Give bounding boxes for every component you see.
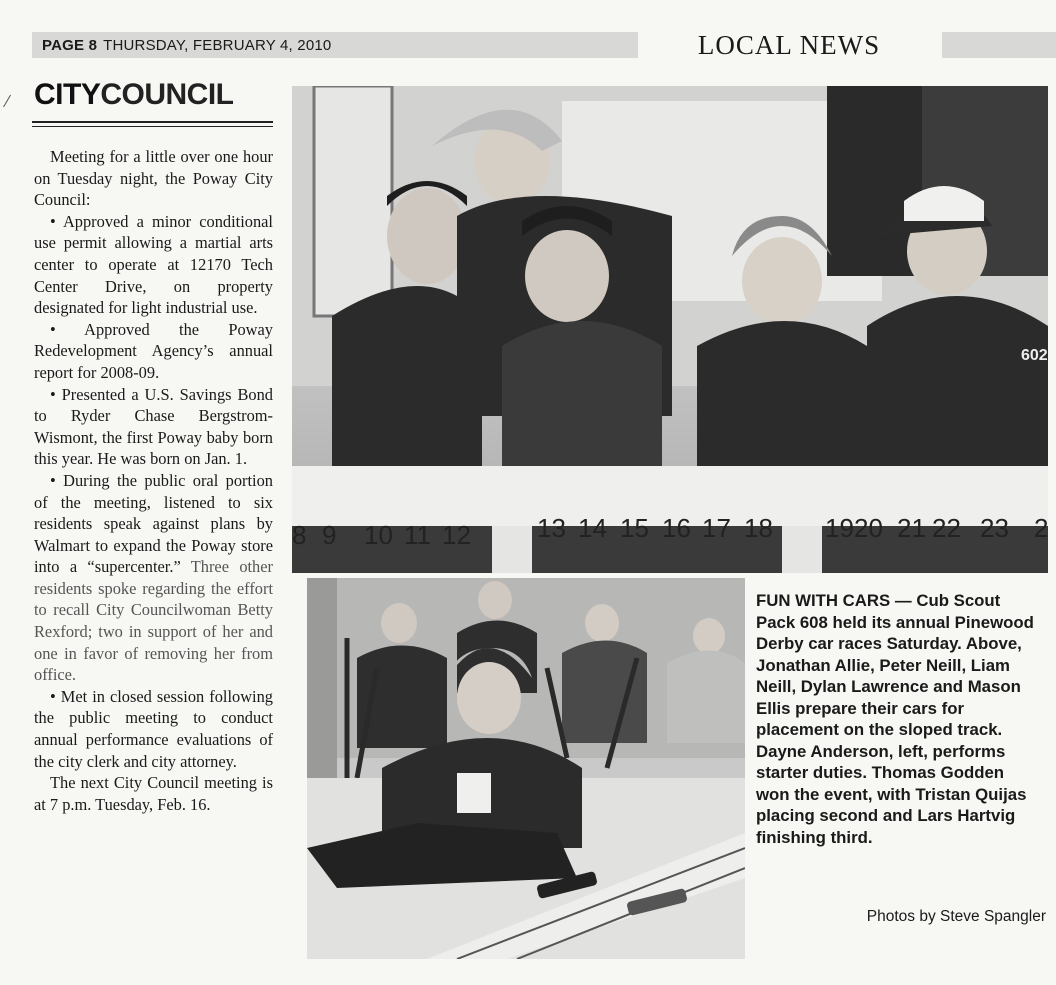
track-number: 16 (662, 513, 691, 543)
margin-mark (3, 95, 18, 112)
photo-credit: Photos by Steve Spangler (866, 908, 1046, 925)
track-number: 23 (980, 513, 1009, 543)
article-paragraph: Meeting for a little over one hour on Tuesday night, the Poway City Council: (34, 147, 273, 210)
kicker-council: COUNCIL (100, 78, 234, 111)
track-number: 2 (1034, 513, 1048, 543)
article-text: Three other residents spoke regarding the effort to recall City Councilwoman Betty Rexford; two in support of her and one in favor of removing her from office. (34, 557, 273, 685)
article-paragraph (34, 470, 273, 686)
kicker-rule (32, 121, 273, 123)
photo-scouts-track-image (292, 86, 1048, 573)
track-number: 17 (702, 513, 731, 543)
section-title: LOCAL NEWS (638, 26, 940, 64)
track-number: 15 (620, 513, 649, 543)
article-paragraph: • Approved a minor conditional use permit allowing a martial arts center to operate at 12170 Tech Center Drive, on property designated for light industrial use. (34, 211, 273, 318)
track-number: 10 (364, 520, 393, 550)
track-number: 21 (897, 513, 926, 543)
track-number: 22 (932, 513, 961, 543)
jersey-number: 602 (1021, 347, 1048, 364)
kicker-city: CITY (34, 78, 101, 111)
photo-scouts-track (292, 86, 1048, 573)
page-header-bar (32, 32, 638, 58)
article-kicker (34, 80, 234, 110)
article-paragraph: • Approved the Poway Redevelopment Agency’s annual report for 2008-09. (34, 319, 273, 382)
track-number: 9 (322, 520, 337, 550)
track-number: 12 (442, 520, 471, 550)
track-number: 20 (854, 513, 883, 543)
photo-starter-scout-image (307, 578, 745, 959)
article-paragraph: • Presented a U.S. Savings Bond to Ryder Chase Bergstrom-Wismont, the first Poway baby born this year. He was born on Jan. 1. (34, 384, 273, 469)
kicker-rule-thin (32, 126, 273, 127)
article-text: • During the public oral portion of the meeting, listened to six residents speak against plans by Walmart to expand the Poway store into a “supercenter.” (34, 470, 273, 577)
page-number: PAGE 8 (42, 36, 98, 54)
photo-starter-scout (307, 578, 745, 959)
article-paragraph: • Met in closed session following the public meeting to conduct annual performance evaluations of the city clerk and city attorney. (34, 686, 273, 771)
track-number: 11 (404, 520, 431, 550)
header-bar-right (942, 32, 1056, 58)
issue-date: THURSDAY, FEBRUARY 4, 2010 (103, 36, 332, 54)
track-number: 14 (578, 513, 607, 543)
article-body (34, 146, 273, 815)
track-number: 18 (744, 513, 773, 543)
article-paragraph: The next City Council meeting is at 7 p.m. Tuesday, Feb. 16. (34, 773, 273, 814)
track-number: 13 (537, 513, 566, 543)
photo-caption: FUN WITH CARS — Cub Scout Pack 608 held its annual Pinewood Derby car races Saturday. Above, Jonathan Allie, Peter Neill, Liam Neill, Dylan Lawrence and Mason Ellis prepare their cars for placement on the sloped track. Dayne Anderson, left, performs starter duties. Thomas Godden won the event, with Tristan Quijas placing second and Lars Hartvig finishing third. (756, 591, 1034, 847)
track-number: 19 (825, 513, 854, 543)
track-number: 8 (292, 520, 307, 550)
